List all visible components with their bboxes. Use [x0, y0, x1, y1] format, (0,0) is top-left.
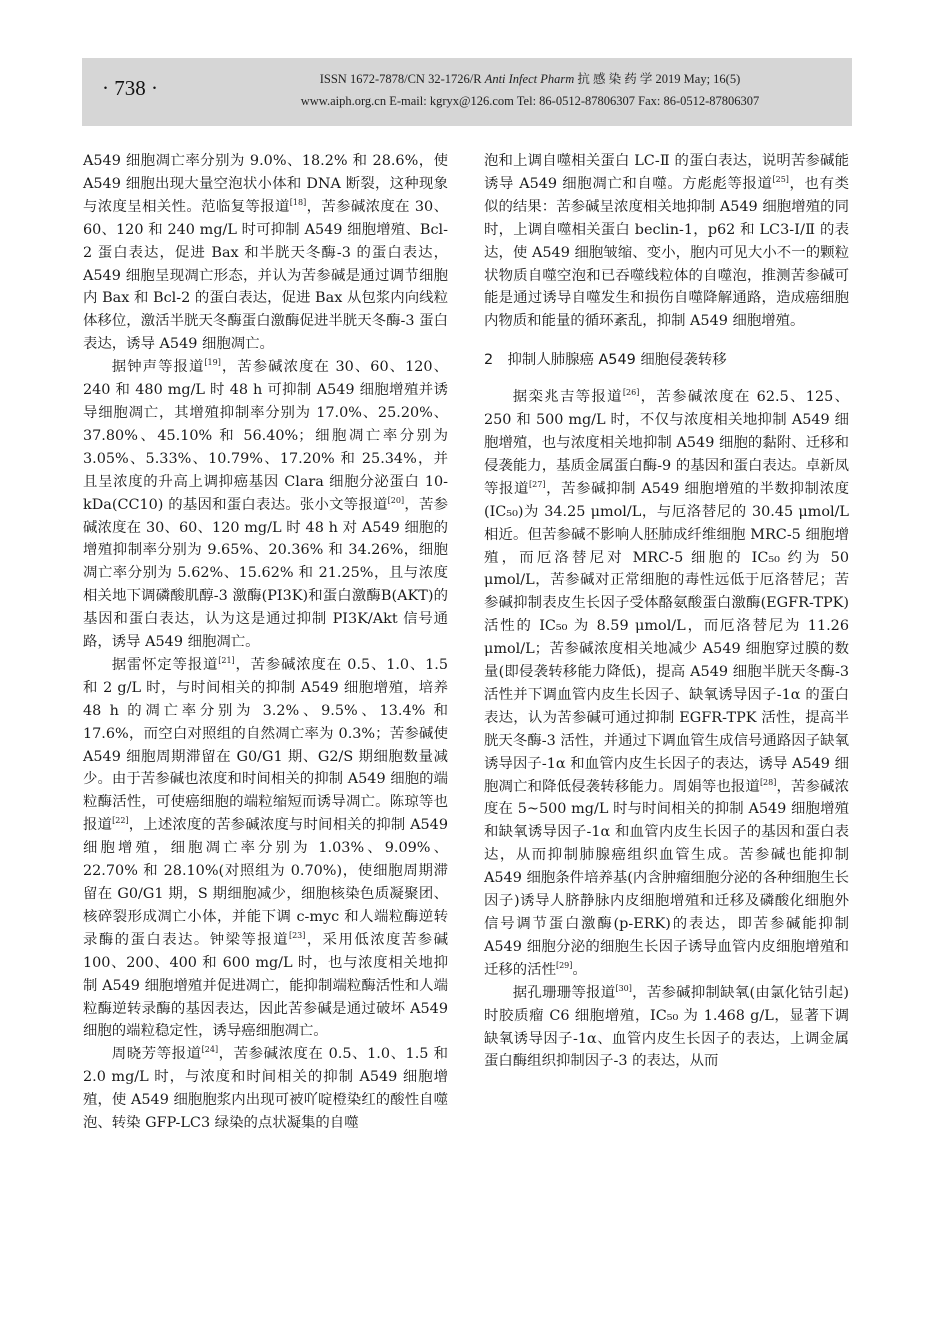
section-heading: 2 抑制人肺腺癌 A549 细胞侵袭转移: [484, 352, 727, 369]
issue-date: 2019 May; 16(5): [655, 72, 741, 86]
citation[interactable]: [22]: [112, 816, 129, 826]
paragraph: 泡和上调自噬相关蛋白 LC-Ⅱ 的蛋白表达，说明苦参碱能诱导 A549 细胞凋亡和自噬。方彪彪等报道[25]，也有类似的结果：苦参碱呈浓度相关地抑制 A549 细胞增殖的同时，上调自噬相关蛋白 beclin-1，p62 和 LC3-Ⅰ/Ⅱ 的表达，使 A549 细胞皱缩、变小，胞内可见大小不一的颗粒状物质自噬空泡和已吞噬线粒体的自噬泡，推测苦参碱可能是通过诱导自噬发生和损伤自噬降解通路，造成癌细胞内物质和能量的循环紊乱，抑制 A549 细胞增殖。: [484, 153, 849, 330]
paragraph: A549 细胞凋亡率分别为 9.0%、18.2% 和 28.6%，使 A549 细胞出现大量空泡状小体和 DNA 断裂，这种现象与浓度呈相关性。范临复等报道[18]，苦参碱浓度在 30、60、120 和 240 mg/L 时可抑制 A549 细胞增殖、Bcl-2 蛋白表达，促进 Bax 和半胱天冬酶-3 的蛋白表达，A549 细胞呈现凋亡形态，并认为苦参碱是通过调节细胞内 Bax 和 Bcl-2 的蛋白表达，促进 Bax 从包浆内向线粒体移位，激活半胱天冬酶蛋白激酶促进半胱天冬酶-3 蛋白表达，诱导 A549 细胞凋亡。: [83, 153, 448, 353]
citation[interactable]: [29]: [555, 961, 573, 971]
paragraph: 据孔珊珊等报道[30]，苦参碱抑制缺氧(由氯化钴引起)时胶质瘤 C6 细胞增殖，IC₅₀ 为 1.468 g/L，显著下调缺氧诱导因子-1α、血管内皮生长因子的表达，上调金属蛋白酶组织抑制因子-3 的表达，从而: [484, 983, 849, 1070]
journal-name-en: Anti Infect Pharm: [484, 72, 575, 86]
citation[interactable]: [28]: [759, 777, 777, 787]
citation[interactable]: [18]: [289, 198, 307, 208]
right-column: [484, 150, 849, 1073]
page-number: · 738 ·: [102, 76, 158, 100]
issn: ISSN 1672-7878/CN 32-1726/R: [319, 72, 482, 86]
citation[interactable]: [30]: [615, 983, 632, 993]
citation[interactable]: [21]: [218, 656, 235, 666]
page-header: [82, 58, 852, 126]
paragraph: 据雷怀定等报道[21]，苦参碱浓度在 0.5、1.0、1.5 和 2 g/L 时，与时间相关的抑制 A549 细胞增殖，培养 48 h 的凋亡率分别为 3.2%、9.5%、13.4% 和 17.6%，而空白对照组的自然凋亡率为 0.3%；苦参碱使 A549 细胞周期滞留在 G0/G1 期、G2/S 期细胞数量减少。由于苦参碱也浓度和时间相关的抑制 A549 细胞的端粒酶活性，可使癌细胞的端粒缩短而诱导凋亡。陈琼等也报道[22]，上述浓度的苦参碱浓度与时间相关的抑制 A549 细胞增殖，细胞凋亡率分别为 1.03%、9.09%、22.70% 和 28.10%(对照组为 0.70%)，使细胞周期滞留在 G0/G1 期，S 期细胞减少，细胞核染色质凝聚团、核碎裂形成凋亡小体，并能下调 c-myc 和人端粒酶逆转录酶的蛋白表达。钟梁等报道[23]，采用低浓度苦参碱 100、200、400 和 600 mg/L 时，也与浓度相关地抑制 A549 细胞增殖并促进凋亡，能抑制端粒酶活性和人端粒酶逆转录酶的基因表达，因此苦参碱是通过破坏 A549 细胞的端粒稳定性，诱导癌细胞凋亡。: [83, 656, 448, 1040]
paragraph: 据栾兆吉等报道[26]，苦参碱浓度在 62.5、125、250 和 500 mg/L 时，不仅与浓度相关地抑制 A549 细胞增殖，也与浓度相关地抑制 A549 细胞的黏附、迁移和侵袭能力，基质金属蛋白酶-9 的基因和蛋白表达。卓新凤等报道[27]，苦参碱抑制 A549 细胞增殖的半数抑制浓度(IC₅₀)为 34.25 μmol/L，与厄洛替尼的 30.45 μmol/L 相近。但苦参碱不影响人胚肺成纤维细胞 MRC-5 细胞增殖，而厄洛替尼对 MRC-5 细胞的 IC₅₀ 约为 50 μmol/L，苦参碱对正常细胞的毒性远低于厄洛替尼；苦参碱抑制表皮生长因子受体酪氨酸蛋白激酶(EGFR-TPK)活性的 IC₅₀ 为 8.59 μmol/L，而厄洛替尼为 11.26 μmol/L；苦参碱浓度相关地减少 A549 细胞穿过膜的数量(即侵袭转移能力降低)，提高 A549 细胞半胱天冬酶-3 活性并下调血管内皮生长因子、缺氧诱导因子-1α 的蛋白表达，认为苦参碱可通过抑制 EGFR-TPK 活性，提高半胱天冬酶-3 活性，并通过下调血管生成信号通路因子缺氧诱导因子-1α 和血管内皮生长因子的表达，诱导 A549 细胞凋亡和降低侵袭转移能力。周娟等也报道[28]，苦参碱浓度在 5~500 mg/L 时与时间相关的抑制 A549 细胞增殖和缺氧诱导因子-1α 和血管内皮生长因子的基因和蛋白表达，从而抑制肺腺癌组织血管生成。苦参碱也能抑制 A549 细胞条件培养基(内含肿瘤细胞分泌的各种细胞生长因子)诱导人脐静脉内皮细胞增殖和迁移及磷酸化细胞外信号调节蛋白激酶(p-ERK)的表达，即苦参碱能抑制 A549 细胞分泌的细胞生长因子诱导血管内皮细胞增殖和迁移的活性[29]。: [484, 388, 849, 978]
citation[interactable]: [23]: [288, 931, 306, 941]
paragraph: 周晓芳等报道[24]，苦参碱浓度在 0.5、1.0、1.5 和 2.0 mg/L 时，与浓度和时间相关的抑制 A549 细胞增殖，使 A549 细胞胞浆内出现可被吖啶橙染红的酸性自噬泡、转染 GFP-LC3 绿染的点状凝集的自噬: [83, 1045, 448, 1132]
citation[interactable]: [19]: [204, 358, 221, 368]
citation[interactable]: [25]: [772, 175, 789, 185]
left-column: [83, 150, 448, 1135]
paragraph: 据钟声等报道[19]，苦参碱浓度在 30、60、120、240 和 480 mg/L 时 48 h 可抑制 A549 细胞增殖并诱导细胞凋亡，其增殖抑制率分别为 17.0%、25.20%、37.80%、45.10% 和 56.40%；细胞凋亡率分别为 3.05%、5.33%、10.79%、17.20% 和 25.34%，并且呈浓度的升高上调抑癌基因 Clara 细胞分泌蛋白 10-kDa(CC10) 的基因和蛋白表达。张小文等报道[20]，苦参碱浓度在 30、60、120 mg/L 时 48 h 对 A549 细胞的增殖抑制率分别为 9.65%、20.36% 和 34.26%，细胞凋亡率分别为 5.62%、15.62% 和 21.25%，且与浓度相关地下调磷酸肌醇-3 激酶(PI3K)和蛋白激酶B(AKT)的基因和蛋白表达，认为这是通过抑制 PI3K/Akt 信号通路，诱导 A549 细胞凋亡。: [83, 358, 448, 651]
citation[interactable]: [27]: [529, 479, 546, 489]
journal-info: [230, 68, 830, 112]
citation[interactable]: [26]: [622, 388, 640, 398]
journal-line-1: [230, 68, 830, 90]
journal-line-2: www.aiph.org.cn E-mail: kgryx@126.com Tel: 86-0512-87806307 Fax: 86-0512-87806307: [300, 94, 760, 108]
citation[interactable]: [24]: [201, 1045, 219, 1055]
citation[interactable]: [20]: [387, 495, 405, 505]
journal-name-cn: 抗 感 染 药 学: [577, 72, 653, 86]
